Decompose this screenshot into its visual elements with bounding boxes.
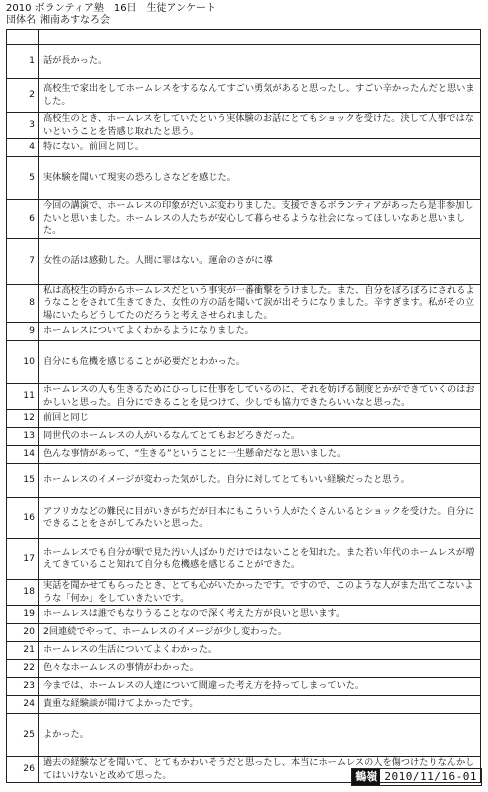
table-row bbox=[7, 284, 481, 323]
row-comment: 女性の話は感動した。人間に罪はない。運命のさがに導 bbox=[39, 238, 481, 284]
row-number: 14 bbox=[7, 446, 39, 464]
table-row bbox=[7, 238, 481, 284]
row-comment: 自分にも危機を感じることが必要だとわかった。 bbox=[39, 341, 481, 384]
row-number: 3 bbox=[7, 113, 39, 139]
organization-label: 団体名 bbox=[6, 15, 36, 26]
table-row bbox=[7, 714, 481, 757]
table-row bbox=[7, 45, 481, 79]
table-row bbox=[7, 113, 481, 139]
row-number: 21 bbox=[7, 642, 39, 660]
table-row bbox=[7, 696, 481, 714]
row-comment: アフリカなどの難民に目がいきがちだが日本にもこういう人がたくさんいるとショックを受けた。自分にできることをさがしてみたいと思った。 bbox=[39, 498, 481, 539]
row-number: 2 bbox=[7, 79, 39, 113]
table-row bbox=[7, 157, 481, 200]
row-comment: 高校生で家出をしてホームレスをするなんてすごい勇気があると思ったし、すごい辛かったんだと思いました。 bbox=[39, 79, 481, 113]
table-row bbox=[7, 660, 481, 678]
table-row bbox=[7, 606, 481, 624]
row-number: 24 bbox=[7, 696, 39, 714]
row-number: 10 bbox=[7, 341, 39, 384]
row-number: 22 bbox=[7, 660, 39, 678]
row-number: 11 bbox=[7, 384, 39, 410]
table-row bbox=[7, 678, 481, 696]
row-comment: ホームレスのイメージが変わった気がした。自分に対してとてもいい経験だったと思う。 bbox=[39, 464, 481, 498]
row-comment: 色んな事情があって、“生きる”ということに一生懸命だなと思いました。 bbox=[39, 446, 481, 464]
table-row bbox=[7, 410, 481, 428]
row-comment: 前回と同じ bbox=[39, 410, 481, 428]
row-comment: ホームレスの生活についてよくわかった。 bbox=[39, 642, 481, 660]
survey-table bbox=[6, 29, 481, 783]
row-comment: 特にない。前回と同じ。 bbox=[39, 139, 481, 157]
table-row bbox=[7, 642, 481, 660]
row-number: 13 bbox=[7, 428, 39, 446]
row-comment: 今までは、ホームレスの人達について間違った考え方を持ってしまっていた。 bbox=[39, 678, 481, 696]
row-number: 17 bbox=[7, 539, 39, 580]
row-number: 8 bbox=[7, 284, 39, 323]
table-row bbox=[7, 539, 481, 580]
row-number: 5 bbox=[7, 157, 39, 200]
row-comment: 今回の講演で、ホームレスの印象がだいぶ変わりました。支援できるボランティアがあったら是非参加したいと思いました。ホームレスの人たちが安心して暮らせるような社会になってほしいなあと思いました。 bbox=[39, 200, 481, 239]
row-number: 4 bbox=[7, 139, 39, 157]
row-comment: 過去の経験などを聞いて、とてもかわいそうだと思ったし、本当にホームレスの人を傷つけたりなんかしてはいけないと改めて思った。 bbox=[39, 757, 481, 783]
row-comment: 実話を聞かせてもらったとき、とても心がいたかったです。ですので、このような人がまた出てこないような「何か」をしていきたいです。 bbox=[39, 580, 481, 606]
table-row bbox=[7, 498, 481, 539]
row-number: 23 bbox=[7, 678, 39, 696]
row-number: 16 bbox=[7, 498, 39, 539]
row-comment: ホームレスは誰でもなりうることなので深く考えた方が良いと思います。 bbox=[39, 606, 481, 624]
row-number: 19 bbox=[7, 606, 39, 624]
table-row bbox=[7, 428, 481, 446]
row-number: 7 bbox=[7, 238, 39, 284]
date-stamp bbox=[351, 768, 482, 786]
header-text-cell bbox=[39, 30, 481, 45]
table-row bbox=[7, 341, 481, 384]
table-row bbox=[7, 139, 481, 157]
header-num-cell bbox=[7, 30, 39, 45]
row-comment: よかった。 bbox=[39, 714, 481, 757]
row-comment: 同世代のホームレスの人がいるなんてとてもおどろきだった。 bbox=[39, 428, 481, 446]
row-number: 26 bbox=[7, 757, 39, 783]
table-row bbox=[7, 464, 481, 498]
stamp-mark: 鶴嶺 bbox=[352, 769, 380, 785]
row-number: 6 bbox=[7, 200, 39, 239]
table-row bbox=[7, 200, 481, 239]
table-row bbox=[7, 323, 481, 341]
row-number: 1 bbox=[7, 45, 39, 79]
row-number: 15 bbox=[7, 464, 39, 498]
row-comment: 私は高校生の時からホームレスだという事実が一番衝撃をうけました。また、自分をぼろぼろにされるようなことをされて生きてきた、女性の方の話を聞いて涙が出そうになりました。辛すぎます。私がその立場にいたらどうしてたのだろうと考えさせられました。 bbox=[39, 284, 481, 323]
row-number: 25 bbox=[7, 714, 39, 757]
organization-name: 湘南あすなろ会 bbox=[40, 15, 110, 26]
row-comment: 実体験を聞いて現実の恐ろしさなどを感じた。 bbox=[39, 157, 481, 200]
row-comment: 高校生のとき、ホームレスをしていたという実体験のお話にとてもショックを受けた。決して人事ではないということを皆感じ取れたと思う。 bbox=[39, 113, 481, 139]
stamp-date: 2010/11/16-01 bbox=[384, 770, 477, 783]
organization-line bbox=[6, 15, 110, 27]
table-row bbox=[7, 580, 481, 606]
row-number: 12 bbox=[7, 410, 39, 428]
row-comment: 話が長かった。 bbox=[39, 45, 481, 79]
row-number: 20 bbox=[7, 624, 39, 642]
row-comment: ホームレスでも自分が駅で見た汚い人ばかりだけではないことを知れた。また若い年代のホームレスが増えてきていること知れて自分も危機感を感じることができた。 bbox=[39, 539, 481, 580]
row-comment: 色々なホームレスの事情がわかった。 bbox=[39, 660, 481, 678]
row-number: 18 bbox=[7, 580, 39, 606]
row-comment: ホームレスについてよくわかるようになりました。 bbox=[39, 323, 481, 341]
row-comment: 貴重な経験談が聞けてよかったです。 bbox=[39, 696, 481, 714]
table-header-row bbox=[7, 30, 481, 45]
table-row bbox=[7, 624, 481, 642]
table-row bbox=[7, 79, 481, 113]
table-row bbox=[7, 384, 481, 410]
row-number: 9 bbox=[7, 323, 39, 341]
row-comment: ホームレスの人も生きるためにひっしに仕事をしているのに、それを妨げる制度とかができていくのはおかしいと思った。自分にできることを見つけて、少しでも協力できたらいいなと思った。 bbox=[39, 384, 481, 410]
row-comment: 2回連続でやって、ホームレスのイメージが少し変わった。 bbox=[39, 624, 481, 642]
table-row bbox=[7, 446, 481, 464]
document-title: 2010 ボランティア塾 16日 生徒アンケート bbox=[6, 3, 216, 14]
